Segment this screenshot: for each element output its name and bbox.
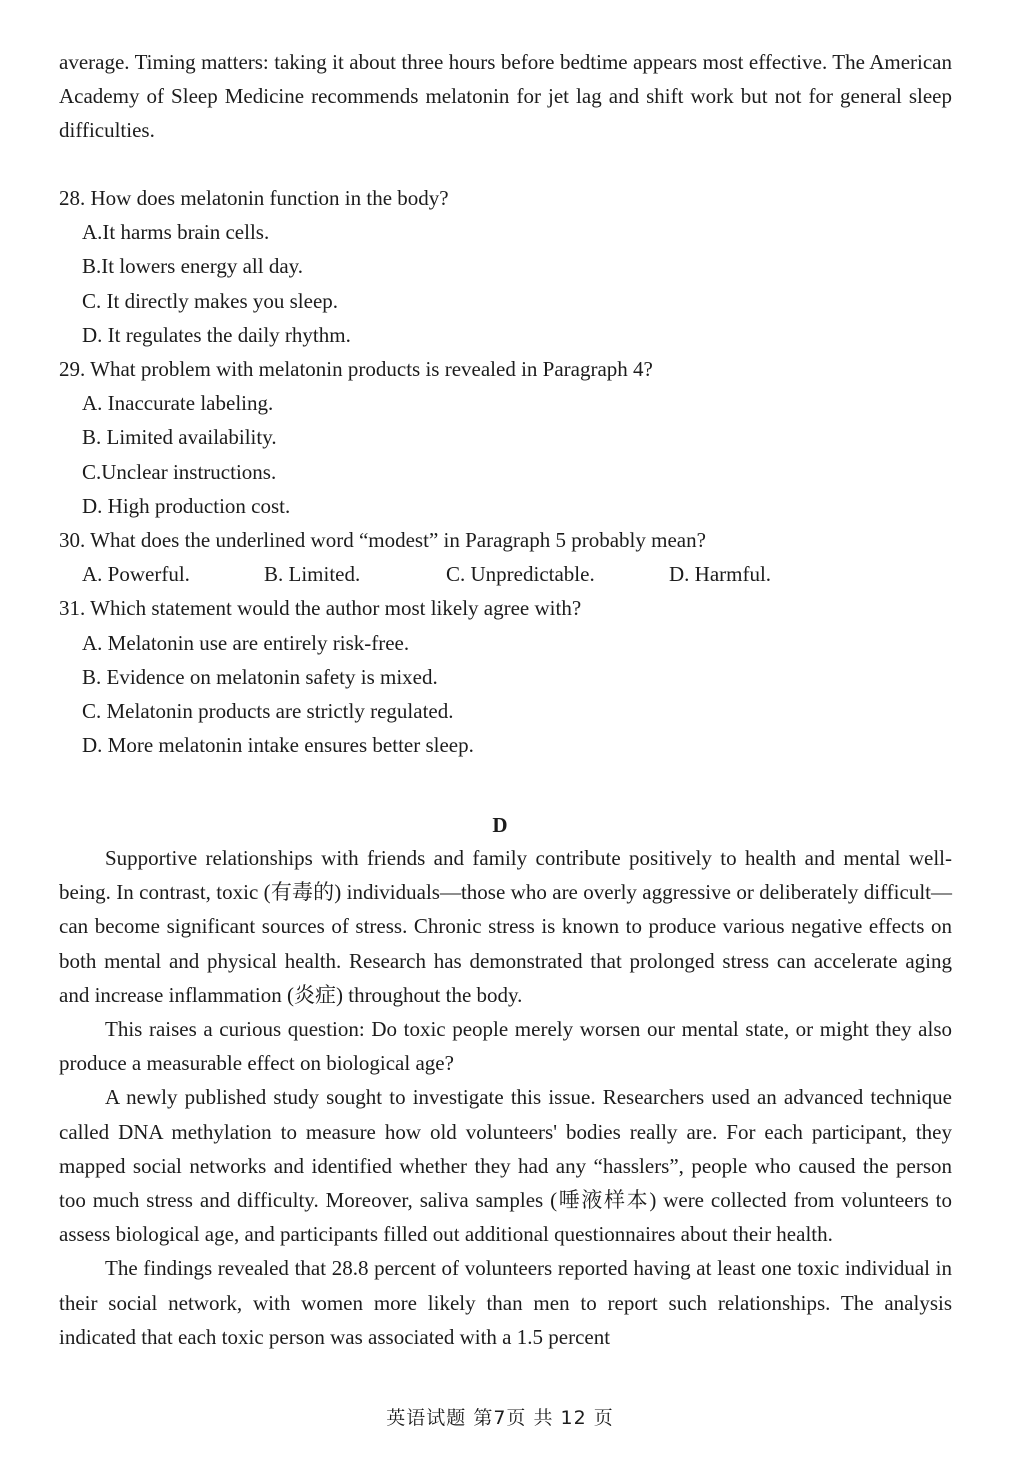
question-30-stem: 30. What does the underlined word “modest” in Paragraph 5 probably mean?	[59, 528, 706, 553]
passage-c-continuation	[59, 45, 952, 148]
question-29-option-a: A. Inaccurate labeling.	[82, 391, 274, 416]
question-28-stem: 28. How does melatonin function in the body?	[59, 186, 449, 210]
paragraph: This raises a curious question: Do toxic people merely worsen our mental state, or might they also produce a measurable effect on biological age?	[59, 1017, 952, 1076]
page-footer: 英语试题 第7页 共 12 页	[386, 1407, 614, 1429]
question-30-option-c: C. Unpredictable.	[446, 562, 595, 587]
question-28-option-b: B.It lowers energy all day.	[82, 254, 304, 279]
question-list	[59, 181, 952, 762]
question-31-stem: 31. Which statement would the author most likely agree with?	[59, 596, 582, 621]
question-28-option-d: D. It regulates the daily rhythm.	[82, 322, 351, 347]
question-29-option-d: D. High production cost.	[82, 493, 291, 518]
question-29-option-c: C.Unclear instructions.	[82, 459, 277, 484]
question-29-stem: 29. What problem with melatonin products is revealed in Paragraph 4?	[59, 357, 653, 382]
question-31-option-a: A. Melatonin use are entirely risk-free.	[82, 630, 410, 655]
question-28-option-a: A.It harms brain cells.	[82, 220, 270, 245]
paragraph: A newly published study sought to investigate this issue. Researchers used an advanced technique called DNA methylation to measure how old volunteers' bodies really are. For each participant, they mapped social networks and identified whether they had any “hasslers”, people who caused the person too much stress and difficulty. Moreover, saliva samples (唾液样本) were collected from volunteers to assess biological age, and participants filled out additional questionnaires about their health.	[59, 1085, 952, 1247]
question-29-option-b: B. Limited availability.	[82, 425, 277, 450]
paragraph: The findings revealed that 28.8 percent of volunteers reported having at least one toxic individual in their social network, with women more likely than men to report such relationships. The analysis indicated that each toxic person was associated with a 1.5 percent	[59, 1256, 952, 1349]
paragraph: Supportive relationships with friends and family contribute positively to health and mental well-being. In contrast, toxic (有毒的) individuals—those who are overly aggressive or deliberately difficult—can become significant sources of stress. Chronic stress is known to produce various negative effects on both mental and physical health. Research has demonstrated that prolonged stress can accelerate aging and increase inflammation (炎症) throughout the body.	[59, 846, 952, 1007]
paragraph: average. Timing matters: taking it about three hours before bedtime appears most effective. The American Academy of Sleep Medicine recommends melatonin for jet lag and shift work but not for general sleep difficulties.	[59, 50, 952, 143]
question-30-option-a: A. Powerful.	[82, 562, 190, 587]
question-30-options	[82, 557, 952, 591]
section-title: D	[492, 813, 508, 837]
passage-d	[59, 841, 952, 1354]
question-31-option-b: B. Evidence on melatonin safety is mixed.	[82, 664, 438, 689]
question-31-option-c: C. Melatonin products are strictly regulated.	[82, 699, 454, 724]
question-31-option-d: D. More melatonin intake ensures better sleep.	[82, 733, 474, 758]
question-30-option-b: B. Limited.	[264, 562, 361, 587]
question-28-option-c: C. It directly makes you sleep.	[82, 288, 339, 313]
question-30-option-d: D. Harmful.	[669, 562, 772, 587]
